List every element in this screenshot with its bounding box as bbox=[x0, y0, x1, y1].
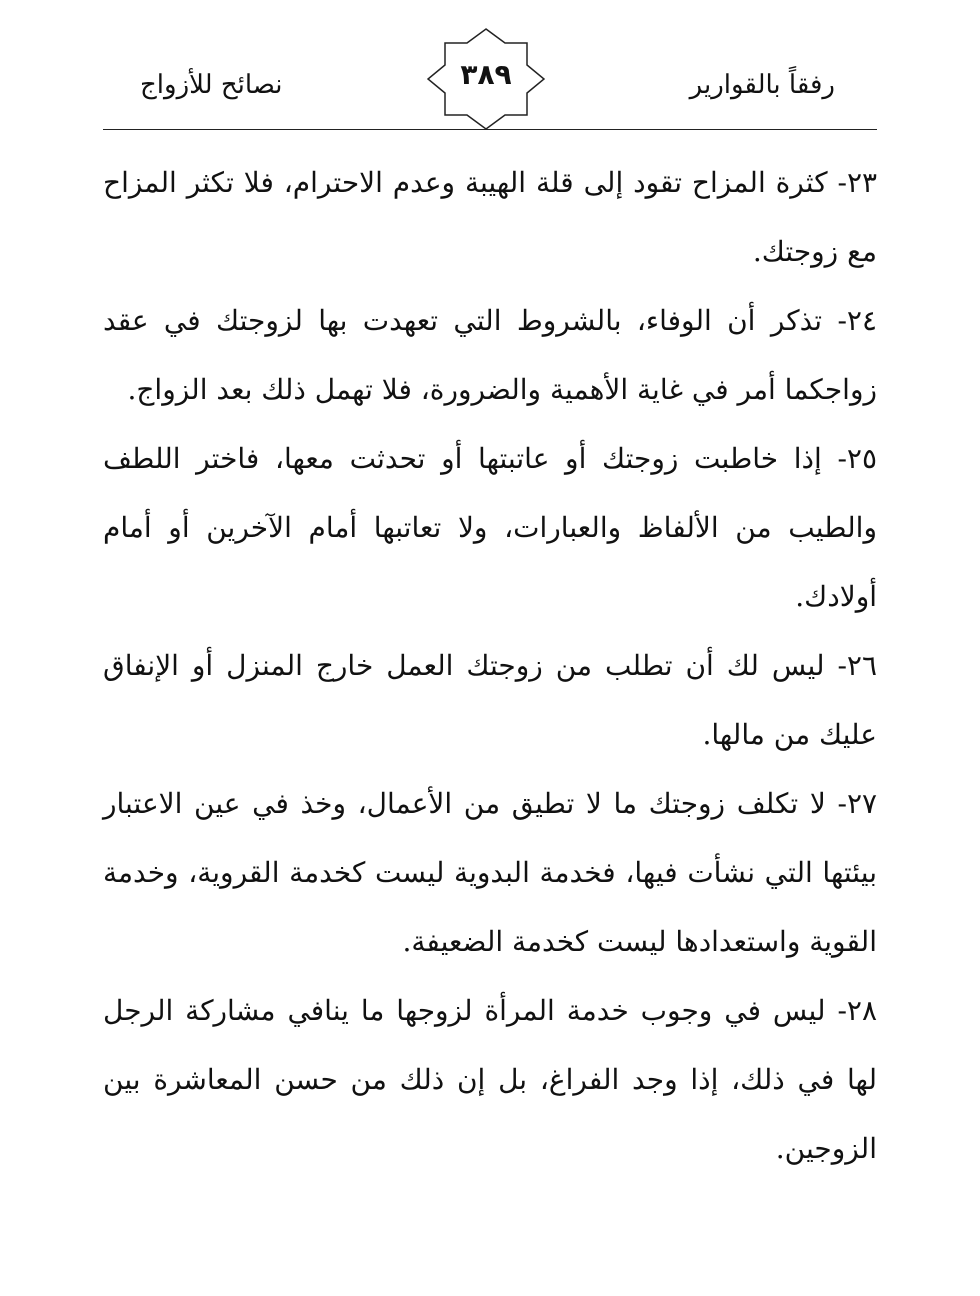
item-number: ٢٨- bbox=[837, 994, 877, 1027]
book-title: رفقاً بالقوارير bbox=[689, 70, 835, 100]
item-number: ٢٤- bbox=[837, 304, 877, 337]
page-number: ٣٨٩ bbox=[460, 58, 512, 91]
item-number: ٢٦- bbox=[837, 649, 877, 682]
list-item bbox=[103, 631, 877, 769]
list-item bbox=[103, 424, 877, 631]
item-text: كثرة المزاح تقود إلى قلة الهيبة وعدم الاحترام، فلا تكثر المزاح مع زوجتك. bbox=[103, 166, 877, 268]
header-divider bbox=[103, 129, 877, 130]
item-text: تذكر أن الوفاء، بالشروط التي تعهدت بها لزوجتك في عقد زواجكما أمر في غاية الأهمية والضرورة، فلا تهمل ذلك بعد الزواج. bbox=[103, 304, 877, 406]
item-number: ٢٧- bbox=[837, 787, 878, 820]
item-text: إذا خاطبت زوجتك أو عاتبتها أو تحدثت معها، فاختر اللطف والطيب من الألفاظ والعبارات، ولا تعاتبها أمام الآخرين أو أمام أولادك. bbox=[103, 442, 877, 613]
page-body bbox=[103, 148, 877, 1183]
book-section-title: نصائح للأزواج bbox=[140, 70, 283, 100]
list-item bbox=[103, 286, 877, 424]
page-number-badge bbox=[427, 28, 545, 130]
item-number: ٢٥- bbox=[837, 442, 877, 475]
item-number: ٢٣- bbox=[837, 166, 878, 199]
list-item bbox=[103, 976, 877, 1183]
item-text: ليس لك أن تطلب من زوجتك العمل خارج المنزل أو الإنفاق عليك من مالها. bbox=[103, 649, 877, 751]
list-item bbox=[103, 148, 877, 286]
item-text: لا تكلف زوجتك ما لا تطيق من الأعمال، وخذ في عين الاعتبار بيئتها التي نشأت فيها، فخدمة البدوية ليست كخدمة القروية، وخدمة القوية واستعدادها ليست كخدمة الضعيفة. bbox=[103, 787, 877, 958]
list-item bbox=[103, 769, 877, 976]
item-text: ليس في وجوب خدمة المرأة لزوجها ما ينافي مشاركة الرجل لها في ذلك، إذا وجد الفراغ، بل إن ذلك من حسن المعاشرة بين الزوجين. bbox=[103, 994, 877, 1165]
